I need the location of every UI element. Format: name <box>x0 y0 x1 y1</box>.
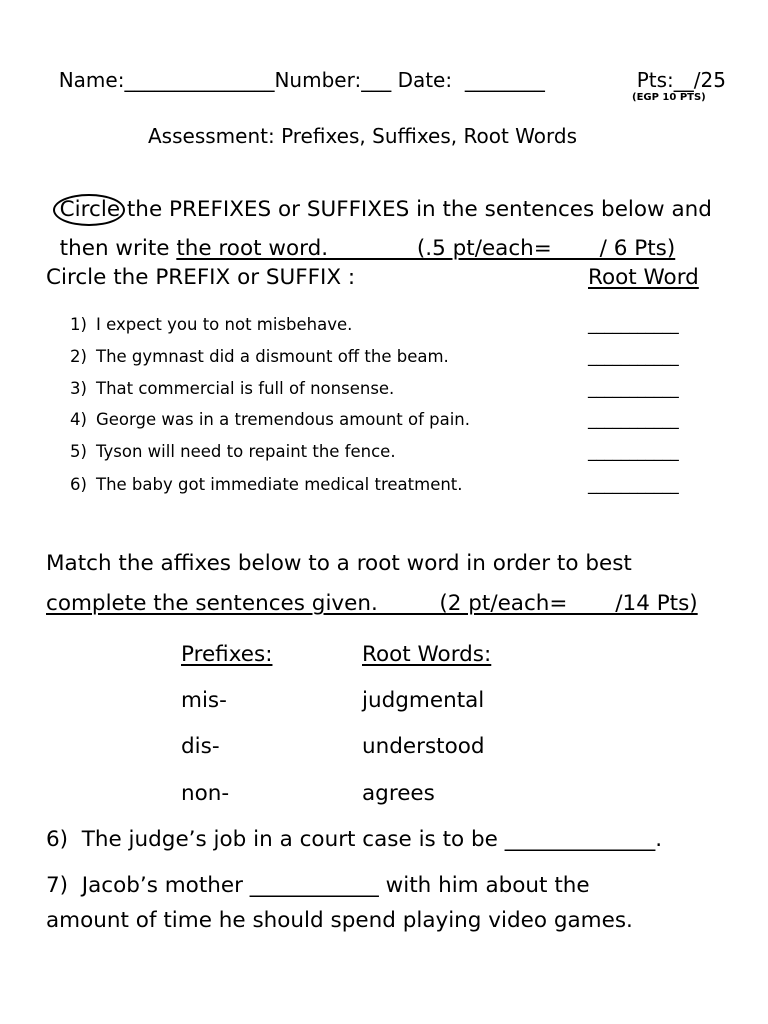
root-word-blank[interactable]: ___________ <box>588 379 679 398</box>
header-line <box>46 50 545 90</box>
prefix-item: dis- <box>181 734 220 759</box>
pts-value[interactable]: __/25 <box>673 68 726 92</box>
list-item: 5) Tyson will need to repaint the fence. <box>70 442 396 461</box>
question-7-line1[interactable]: 7) Jacob’s mother ____________ with him about the <box>46 873 590 898</box>
date-label: Date: <box>397 68 453 92</box>
number-blank[interactable]: ___ <box>361 68 392 92</box>
section2-instruction-line2: complete the sentences given. (2 pt/each= /14 Pts) <box>46 591 698 616</box>
root-item: agrees <box>362 781 435 806</box>
instruction-line2-b: the root word. (.5 pt/each= / 6 Pts) <box>176 235 676 261</box>
root-item: judgmental <box>362 688 485 713</box>
list-item: 6) The baby got immediate medical treatment. <box>70 475 463 494</box>
prefix-item: non- <box>181 781 230 806</box>
number-label: Number: <box>274 68 362 92</box>
list-item: 3) That commercial is full of nonsense. <box>70 379 395 398</box>
root-word-blank[interactable]: ___________ <box>588 315 679 334</box>
question-7-line2: amount of time he should spend playing video games. <box>46 908 633 933</box>
list-item: 4) George was in a tremendous amount of pain. <box>70 410 471 429</box>
egp-note: (EGP 10 PTS) <box>632 92 706 103</box>
root-word-blank[interactable]: ___________ <box>588 347 679 366</box>
pts-label: Pts: <box>636 68 674 92</box>
root-word-blank[interactable]: ___________ <box>588 410 679 429</box>
list-item: 2) The gymnast did a dismount off the beam. <box>70 347 449 366</box>
col-right-header: Root Word <box>588 265 699 290</box>
prefix-item: mis- <box>181 688 227 713</box>
name-label: Name: <box>58 68 125 92</box>
instruction-line2-a: then write <box>59 235 177 261</box>
section2-instruction-line1: Match the affixes below to a root word in order to best <box>46 551 632 576</box>
question-6[interactable]: 6) The judge’s job in a court case is to be ______________. <box>46 827 663 852</box>
col-left-header: Circle the PREFIX or SUFFIX : <box>46 265 356 290</box>
page-title: Assessment: Prefixes, Suffixes, Root Words <box>148 124 577 148</box>
date-blank[interactable]: ________ <box>464 68 545 92</box>
root-word-blank[interactable]: ___________ <box>588 442 679 461</box>
instruction-rest: the PREFIXES or SUFFIXES in the sentences below and <box>120 196 712 222</box>
name-blank[interactable]: _______________ <box>124 68 275 92</box>
section1-instruction-line1 <box>46 177 712 220</box>
root-words-header: Root Words: <box>362 642 492 667</box>
list-item: 1) I expect you to not misbehave. <box>70 315 353 334</box>
prefixes-header: Prefixes: <box>181 642 273 667</box>
root-item: understood <box>362 734 485 759</box>
root-word-blank[interactable]: ___________ <box>588 475 679 494</box>
circle-word: Circle <box>59 196 121 222</box>
pts-field <box>624 50 726 90</box>
section1-instruction-line2 <box>46 216 675 259</box>
